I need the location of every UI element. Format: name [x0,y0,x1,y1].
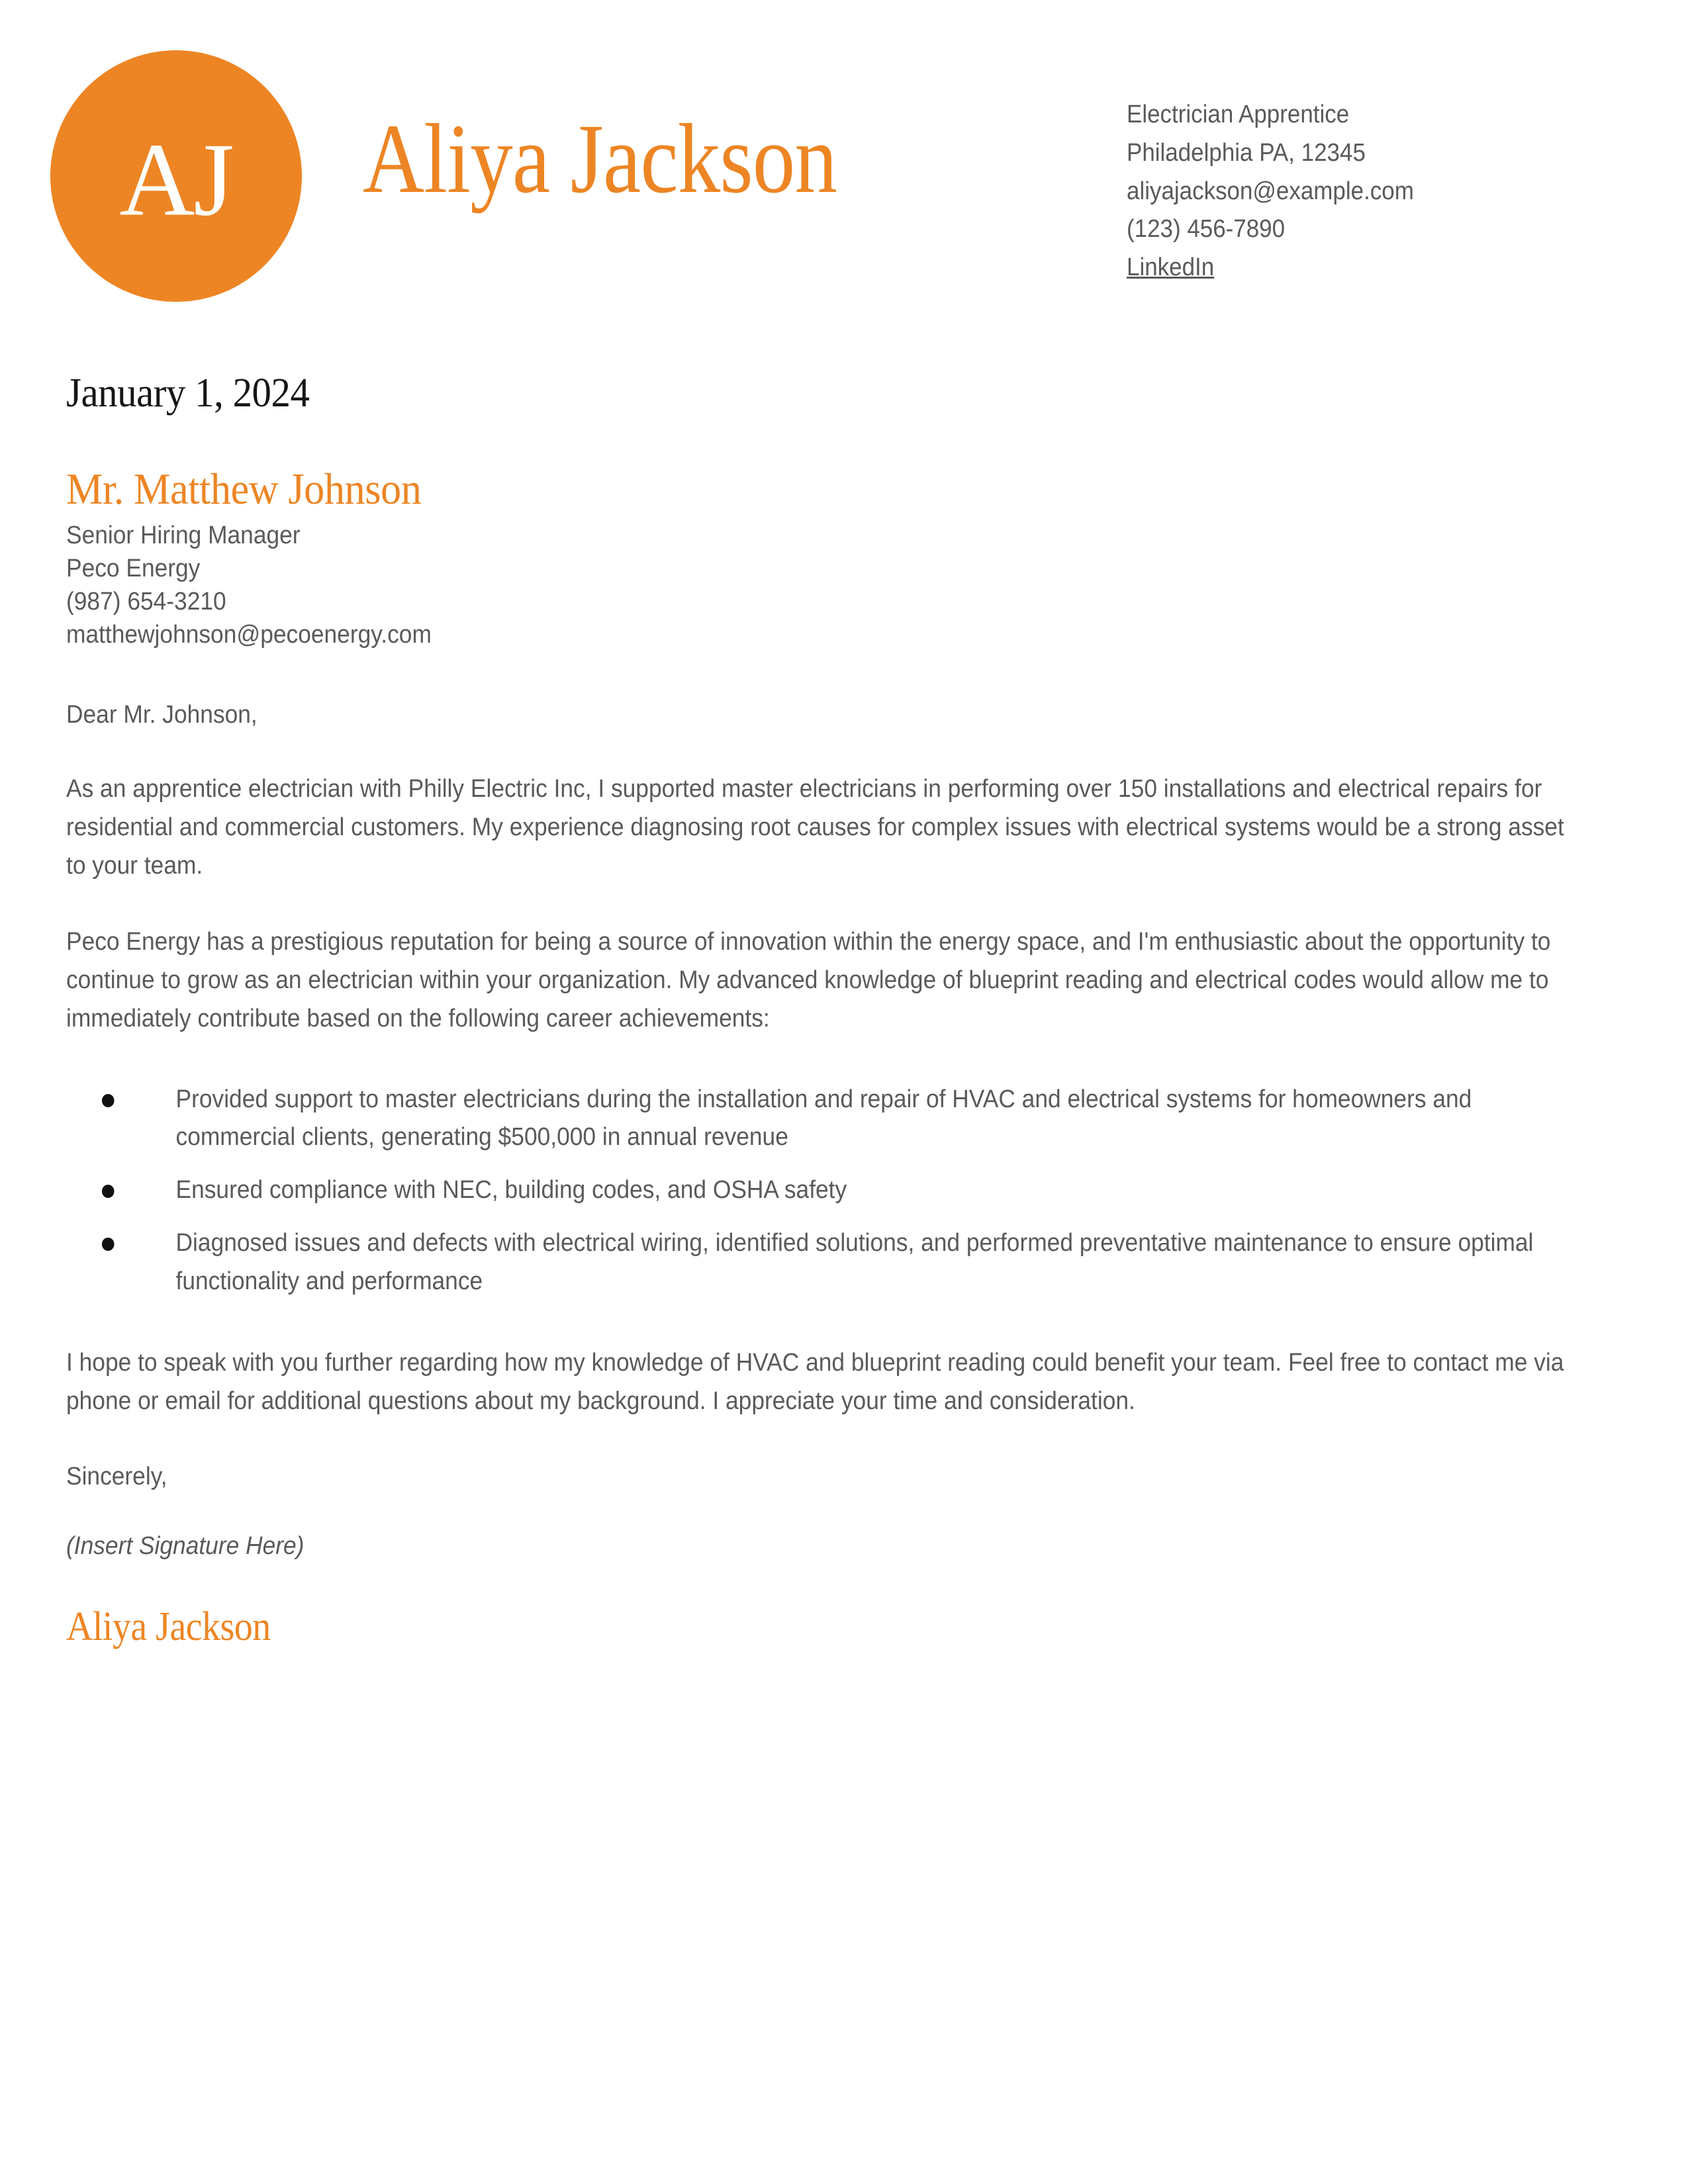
body-paragraph-2: Peco Energy has a prestigious reputation for being a source of innovation within the energy space, and I'm enthusiastic about the opportunity to continue to grow as an electrician within your organization. My advanced knowledge of blueprint reading and electrical codes would allow me to immediately contribute based on the following career achievements: [66,928,1551,1032]
body-paragraph-1: As an apprentice electrician with Philly Electric Inc, I supported master electricians in performing over 150 installations and electrical repairs for residential and commercial customers. My experience diagnosing root causes for complex issues with electrical systems would be a strong asset to your team. [66,775,1564,880]
monogram-avatar [50,50,302,302]
monogram-initials: AJ [119,122,233,238]
closing-paragraph: I hope to speak with you further regarding how my knowledge of HVAC and blueprint reading could benefit your team. Feel free to contact me via phone or email for additional questions about my background. I appreciate your time and consideration. [66,1349,1564,1416]
contact-linkedin-link[interactable]: LinkedIn [1127,253,1215,281]
recipient-phone: (987) 654-3210 [66,587,226,615]
recipient-name: Mr. Matthew Johnson [66,465,422,514]
bullet-dot-icon [102,1094,115,1107]
applicant-name-heading: Aliya Jackson [363,104,837,214]
list-item [66,1171,1587,1210]
contact-location: Philadelphia PA, 12345 [1127,138,1366,167]
letter-header [0,0,1688,331]
achievement-text: Diagnosed issues and defects with electrical wiring, identified solutions, and performed preventative maintenance to ensure optimal functionality and performance [175,1228,1534,1295]
list-item [66,1224,1587,1301]
recipient-title: Senior Hiring Manager [66,522,301,550]
achievements-list [66,1081,1587,1301]
letter-date: January 1, 2024 [66,371,310,416]
sign-off: Sincerely, [66,1462,167,1490]
recipient-email[interactable]: matthewjohnson@pecoenergy.com [66,620,432,649]
contact-phone: (123) 456-7890 [1127,215,1286,244]
signature-name: Aliya Jackson [66,1604,271,1649]
contact-email[interactable]: aliyajackson@example.com [1127,177,1414,205]
recipient-company: Peco Energy [66,554,201,582]
list-item [66,1081,1587,1158]
contact-info-block [1127,96,1565,287]
letter-body [66,371,1589,1650]
achievement-text: Provided support to master electricians during the installation and repair of HVAC and electrical systems for homeowners and commercial clients, generating $500,000 in annual revenue [175,1085,1472,1152]
bullet-dot-icon [102,1238,115,1251]
bullet-dot-icon [102,1185,115,1198]
salutation: Dear Mr. Johnson, [66,701,258,729]
achievement-text: Ensured compliance with NEC, building codes, and OSHA safety [175,1176,847,1205]
recipient-details-block [66,520,1482,651]
signature-placeholder: (Insert Signature Here) [66,1532,305,1561]
contact-job-title: Electrician Apprentice [1127,101,1350,128]
